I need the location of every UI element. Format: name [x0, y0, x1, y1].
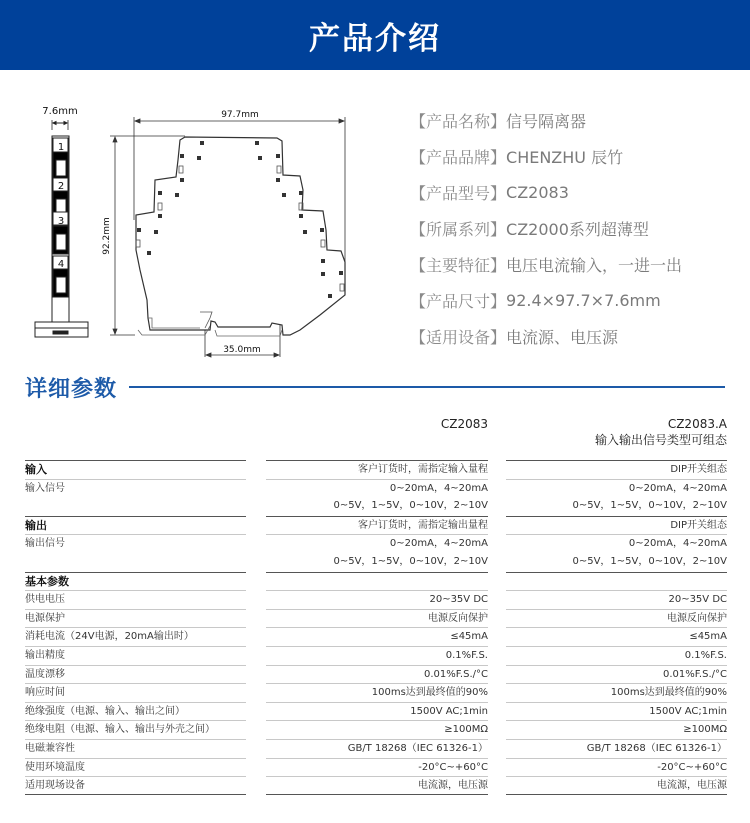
info-value: 92.4×97.7×7.6mm: [506, 290, 661, 310]
group-label-basic: 基本参数: [25, 572, 246, 591]
info-row-equipment: [410, 318, 750, 354]
info-value: 电流源、电压源: [506, 327, 619, 347]
cz2083a-column: [506, 460, 727, 795]
info-label: 【适用设备】: [410, 327, 507, 347]
terminal-3-label: 3: [57, 216, 65, 227]
row-label: 响应时间: [25, 683, 246, 702]
column-model: CZ2083: [440, 417, 488, 431]
row-value: 0~5V，1~5V，0~10V，2~10V: [572, 555, 727, 567]
diagram-drawing: [0, 95, 380, 365]
info-label: 【主要特征】: [410, 255, 507, 275]
header-banner: [0, 0, 750, 70]
product-info-list: [410, 102, 750, 354]
info-value: 电压电流输入，一进一出: [506, 255, 683, 275]
row-value: 1500V AC;1min: [266, 702, 488, 721]
info-label: 【产品尺寸】: [410, 291, 507, 311]
row-value: 100ms达到最终值的90%: [506, 683, 727, 702]
row-value: ≥100MΩ: [506, 720, 727, 739]
rail-width-label: 35.0mm: [223, 345, 261, 355]
front-width-label: 97.7mm: [221, 110, 259, 120]
info-row-series: [410, 210, 750, 246]
row-value: 0~20mA，4~20mA: [506, 479, 727, 498]
row-value: ≤45mA: [266, 627, 488, 646]
row-value: DIP开关组态: [506, 460, 727, 479]
row-label: 温度漂移: [25, 665, 246, 684]
row-value: 20~35V DC: [266, 590, 488, 609]
column-header-cz2083: [266, 416, 488, 432]
row-label: 输出精度: [25, 646, 246, 665]
row-value: GB/T 18268（IEC 61326-1）: [266, 739, 488, 758]
row-value: [266, 572, 488, 591]
info-value: CZ2083: [506, 182, 569, 202]
row-value: ≤45mA: [506, 627, 727, 646]
row-value: 0~20mA，4~20mA: [506, 534, 727, 553]
info-value: CZ2000系列超薄型: [506, 219, 649, 239]
side-width-label: 7.6mm: [42, 106, 78, 117]
row-value: ≥100MΩ: [266, 720, 488, 739]
row-value: 0.01%F.S./°C: [506, 665, 727, 684]
section-divider: [129, 386, 725, 388]
terminal-1-label: 1: [57, 142, 65, 153]
row-value: 电流源，电压源: [266, 776, 488, 795]
info-value: CHENZHU 辰竹: [506, 147, 624, 167]
row-label: 输出信号: [25, 534, 246, 553]
row-label: 输入信号: [25, 479, 246, 498]
info-label: 【产品名称】: [410, 111, 507, 131]
info-row-size: [410, 282, 750, 318]
column-header-cz2083a: [506, 416, 727, 448]
info-value: 信号隔离器: [506, 111, 587, 131]
info-row-model: [410, 174, 750, 210]
height-label: 92.2mm: [102, 217, 112, 255]
row-value: 0~5V，1~5V，0~10V，2~10V: [333, 500, 488, 512]
params-title: 详细参数: [25, 376, 118, 402]
row-value: 客户订货时，需指定输入量程: [266, 460, 488, 479]
row-value: 0.1%F.S.: [506, 646, 727, 665]
row-value: 0~20mA，4~20mA: [266, 534, 488, 553]
row-label: [25, 497, 246, 516]
params-section-header: [25, 372, 725, 402]
group-label-input: 输入: [25, 460, 246, 479]
row-value: 0~5V，1~5V，0~10V，2~10V: [572, 500, 727, 512]
row-value: 100ms达到最终值的90%: [266, 683, 488, 702]
row-label: 电源保护: [25, 609, 246, 628]
cz2083-column: [266, 460, 488, 795]
row-value: 0~5V，1~5V，0~10V，2~10V: [333, 555, 488, 567]
info-row-brand: [410, 138, 750, 174]
row-label: 消耗电流（24V电源，20mA输出时）: [25, 627, 246, 646]
row-label: [25, 553, 246, 572]
terminal-4-label: 4: [57, 259, 65, 270]
row-value: [506, 572, 727, 591]
row-label: 使用环境温度: [25, 758, 246, 777]
row-value: GB/T 18268（IEC 61326-1）: [506, 739, 727, 758]
row-value: 1500V AC;1min: [506, 702, 727, 721]
banner-title: 产品介绍: [309, 20, 441, 57]
column-subtitle: 输入输出信号类型可组态: [594, 433, 727, 447]
column-model: CZ2083.A: [667, 417, 727, 431]
row-value: 0.1%F.S.: [266, 646, 488, 665]
row-value: DIP开关组态: [506, 516, 727, 535]
row-value: 0.01%F.S./°C: [266, 665, 488, 684]
row-label: 供电电压: [25, 590, 246, 609]
row-value: 0~20mA，4~20mA: [266, 479, 488, 498]
row-value: -20°C~+60°C: [266, 758, 488, 777]
row-label: 绝缘电阻（电源、输入、输出与外壳之间）: [25, 720, 246, 739]
info-label: 【产品品牌】: [410, 147, 507, 167]
terminal-2-label: 2: [57, 181, 65, 192]
front-view: [110, 117, 345, 357]
label-column: [25, 460, 246, 795]
row-value: 电源反向保护: [266, 609, 488, 628]
row-value: 客户订货时，需指定输出量程: [266, 516, 488, 535]
row-label: 电磁兼容性: [25, 739, 246, 758]
group-label-output: 输出: [25, 516, 246, 535]
dimension-diagram: [0, 95, 380, 365]
row-value: -20°C~+60°C: [506, 758, 727, 777]
info-label: 【所属系列】: [410, 219, 507, 239]
info-label: 【产品型号】: [410, 183, 507, 203]
row-label: 适用现场设备: [25, 776, 246, 795]
row-value: 电源反向保护: [506, 609, 727, 628]
row-label: 绝缘强度（电源、输入、输出之间）: [25, 702, 246, 721]
row-value: 20~35V DC: [506, 590, 727, 609]
info-row-features: [410, 246, 750, 282]
row-value: 电流源，电压源: [506, 776, 727, 795]
info-row-name: [410, 102, 750, 138]
